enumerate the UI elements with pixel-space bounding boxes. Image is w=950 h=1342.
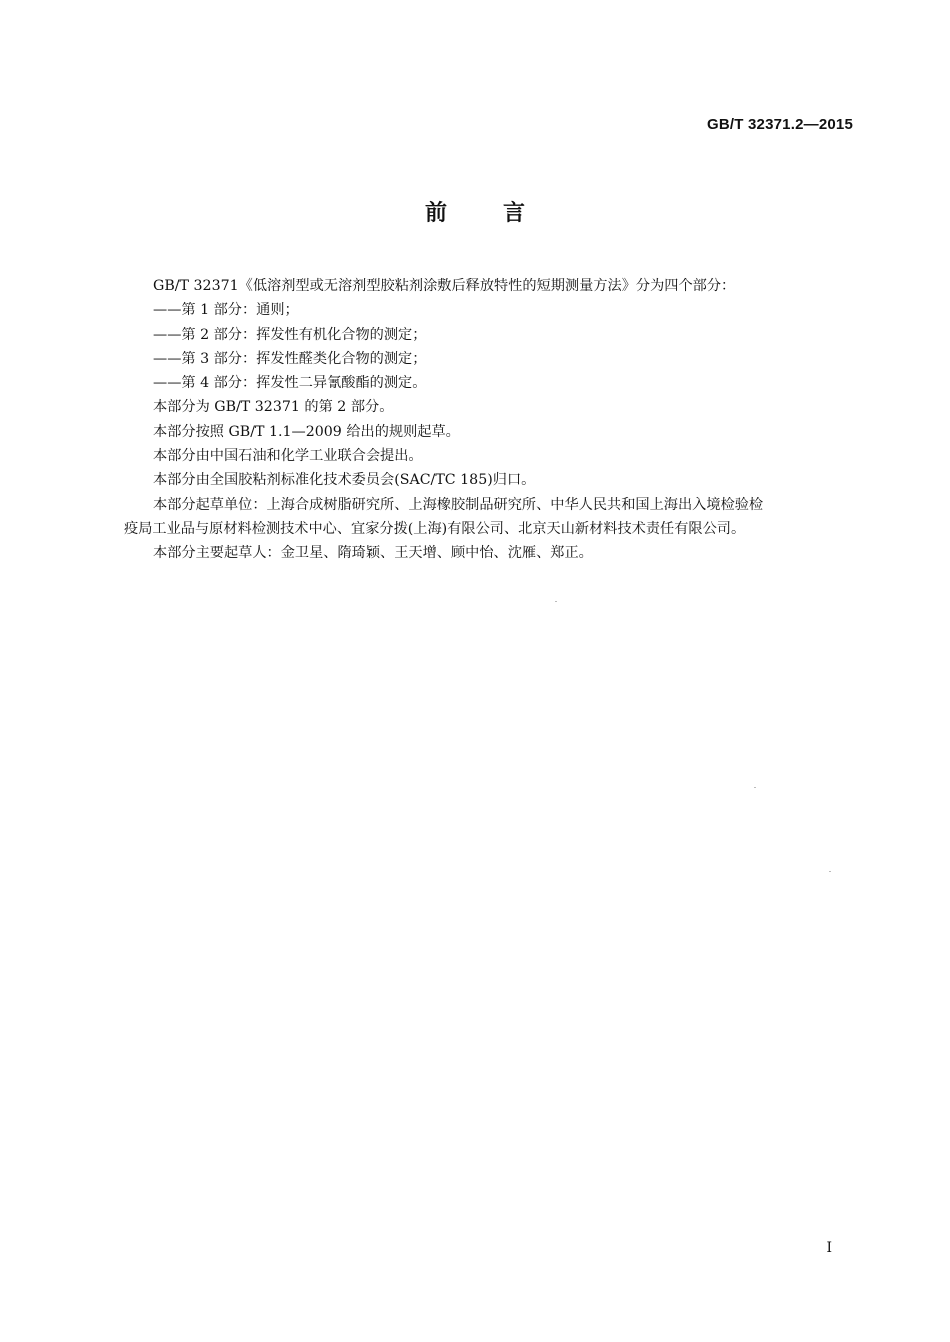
drafting-units-line-1: 本部分起草单位：上海合成树脂研究所、上海橡胶制品研究所、中华人民共和国上海出入境检验检 bbox=[153, 496, 764, 513]
drafting-units-line-2: 疫局工业品与原材料检测技术中心、宜家分拨(上海)有限公司、北京天山新材料技术责任有限公司。 bbox=[124, 520, 746, 537]
list-item-part-2: ——第 2 部分：挥发性有机化合物的测定； bbox=[153, 326, 427, 343]
paragraph-intro: GB/T 32371《低溶剂型或无溶剂型胶粘剂涂敷后释放特性的短期测量方法》分为四个部分： bbox=[153, 278, 736, 294]
paragraph-drafting-units bbox=[124, 493, 855, 542]
paragraph-drafting-rules: 本部分按照 GB/T 1.1—2009 给出的规则起草。 bbox=[153, 423, 460, 440]
standard-code: GB/T 32371.2—2015 bbox=[707, 116, 853, 133]
scan-speck bbox=[829, 871, 831, 872]
paragraph-drafters: 本部分主要起草人：金卫星、隋琦颖、王天增、顾中怡、沈雁、郑正。 bbox=[153, 545, 593, 562]
paragraph-part-statement: 本部分为 GB/T 32371 的第 2 部分。 bbox=[153, 399, 394, 416]
scan-speck bbox=[555, 601, 557, 602]
page-title: 前言 bbox=[424, 201, 581, 226]
scan-speck bbox=[754, 787, 756, 788]
list-item-part-3: ——第 3 部分：挥发性醛类化合物的测定； bbox=[153, 350, 427, 367]
list-item-part-4: ——第 4 部分：挥发性二异氰酸酯的测定。 bbox=[153, 375, 427, 392]
list-item-part-1: ——第 1 部分：通则； bbox=[153, 302, 299, 319]
foreword-body bbox=[124, 274, 855, 566]
paragraph-administrator: 本部分由全国胶粘剂标准化技术委员会(SAC/TC 185)归口。 bbox=[153, 472, 536, 489]
page-number: I bbox=[826, 1240, 832, 1256]
paragraph-proposer: 本部分由中国石油和化学工业联合会提出。 bbox=[153, 448, 423, 465]
